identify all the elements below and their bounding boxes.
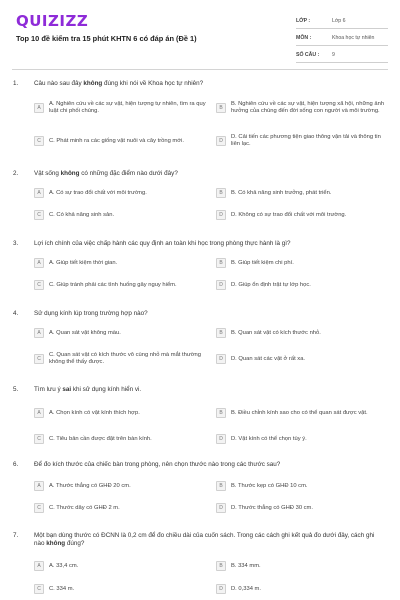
option-text: B. 334 mm. bbox=[231, 562, 261, 569]
meta-box bbox=[296, 14, 388, 65]
option-letter: B bbox=[216, 481, 226, 491]
question-number: 2. bbox=[13, 170, 19, 177]
option-d[interactable] bbox=[216, 580, 388, 598]
option-letter: A bbox=[34, 408, 44, 418]
option-letter: B bbox=[216, 258, 226, 268]
option-b[interactable] bbox=[216, 184, 388, 202]
question-number: 7. bbox=[13, 532, 19, 539]
option-b[interactable] bbox=[216, 557, 388, 575]
option-d[interactable] bbox=[216, 276, 388, 294]
option-text: D. Vật kính có thể chọn tùy ý. bbox=[231, 435, 307, 442]
option-letter: B bbox=[216, 328, 226, 338]
option-text: A. Thước thẳng có GHĐ 20 cm. bbox=[49, 482, 131, 489]
option-c[interactable] bbox=[34, 580, 206, 598]
option-text: A. Có sự trao đổi chất với môi trường. bbox=[49, 189, 147, 196]
question-text: Tìm lưu ý sai khi sử dụng kính hiển vi. bbox=[34, 386, 142, 393]
option-letter: A bbox=[34, 188, 44, 198]
question-text: Một bạn dùng thước có ĐCNN là 0,2 cm để đo chiều dài của cuốn sách. Trong các cách ghi kết quả đo dưới đây, cách ghi nào không đúng? bbox=[34, 532, 375, 548]
option-c[interactable] bbox=[34, 132, 206, 150]
option-a[interactable] bbox=[34, 477, 206, 495]
meta-row-count bbox=[296, 48, 388, 63]
option-letter: A bbox=[34, 328, 44, 338]
option-a[interactable] bbox=[34, 557, 206, 575]
option-letter: C bbox=[34, 136, 44, 146]
header-divider bbox=[12, 69, 388, 70]
option-letter: A bbox=[34, 103, 44, 113]
option-c[interactable] bbox=[34, 499, 206, 517]
option-c[interactable] bbox=[34, 276, 206, 294]
option-b[interactable] bbox=[216, 324, 388, 342]
option-text: B. Có khả năng sinh trưởng, phát triển. bbox=[231, 189, 332, 196]
option-text: A. 33,4 cm. bbox=[49, 562, 79, 569]
quizizz-logo: QUIZIZZ bbox=[16, 12, 89, 30]
question-text: Vật sống không có những đặc điểm nào dưới đây? bbox=[34, 170, 178, 177]
option-text: B. Thước kẹp có GHĐ 10 cm. bbox=[231, 482, 308, 489]
option-letter: C bbox=[34, 584, 44, 594]
option-text: D. Thước thẳng có GHĐ 30 cm. bbox=[231, 504, 313, 511]
option-letter: A bbox=[34, 481, 44, 491]
option-letter: B bbox=[216, 188, 226, 198]
option-letter: D bbox=[216, 434, 226, 444]
option-text: C. Quan sát vật có kích thước vô cùng nhỏ mà mắt thường không thể thấy được. bbox=[49, 352, 201, 365]
question-number: 6. bbox=[13, 461, 19, 468]
option-letter: D bbox=[216, 354, 226, 364]
option-letter: D bbox=[216, 280, 226, 290]
option-text: B. Điều chỉnh kính sao cho có thể quan sát được vật. bbox=[231, 409, 368, 416]
option-text: A. Chọn kính có vật kính thích hợp. bbox=[49, 409, 140, 416]
option-text: C. Có khả năng sinh sản. bbox=[49, 211, 115, 218]
question-number: 5. bbox=[13, 386, 19, 393]
option-letter: D bbox=[216, 584, 226, 594]
option-text: B. Giúp tiết kiệm chi phí. bbox=[231, 259, 294, 266]
option-a[interactable] bbox=[34, 96, 206, 120]
option-text: C. Giúp tránh phải các tình huống gây nguy hiểm. bbox=[49, 281, 177, 288]
option-a[interactable] bbox=[34, 254, 206, 272]
option-text: D. Cải tiến các phương tiện giao thông vận tải và thông tin liên lạc. bbox=[231, 134, 381, 147]
option-b[interactable] bbox=[216, 402, 388, 424]
document-title: Top 10 đề kiểm tra 15 phút KHTN 6 có đáp án (Đề 1) bbox=[16, 34, 197, 43]
option-text: D. Không có sự trao đổi chất với môi trường. bbox=[231, 211, 347, 218]
option-text: C. Thước dây có GHĐ 2 m. bbox=[49, 504, 120, 511]
option-letter: A bbox=[34, 561, 44, 571]
option-letter: D bbox=[216, 136, 226, 146]
option-c[interactable] bbox=[34, 348, 206, 370]
option-d[interactable] bbox=[216, 350, 388, 368]
option-d[interactable] bbox=[216, 206, 388, 224]
option-a[interactable] bbox=[34, 324, 206, 342]
option-b[interactable] bbox=[216, 477, 388, 495]
option-text: D. Quan sát các vật ở rất xa. bbox=[231, 355, 306, 362]
meta-label: SỐ CÂU : bbox=[296, 52, 320, 58]
question-number: 1. bbox=[13, 80, 19, 87]
option-letter: B bbox=[216, 561, 226, 571]
option-text: C. 334 m. bbox=[49, 585, 75, 592]
option-letter: C bbox=[34, 434, 44, 444]
option-d[interactable] bbox=[216, 430, 388, 448]
option-c[interactable] bbox=[34, 206, 206, 224]
question-text: Sử dụng kính lúp trong trường hợp nào? bbox=[34, 310, 148, 317]
option-letter: D bbox=[216, 503, 226, 513]
question-number: 4. bbox=[13, 310, 19, 317]
option-text: C. Phát minh ra các giống vật nuôi và cây trồng mới. bbox=[49, 137, 184, 144]
meta-row-subject bbox=[296, 31, 388, 46]
option-text: C. Tiêu bản cần được đặt trên bàn kính. bbox=[49, 435, 152, 442]
question-text: Câu nào sau đây không đúng khi nói về Khoa học tự nhiên? bbox=[34, 80, 204, 87]
option-c[interactable] bbox=[34, 430, 206, 448]
option-text: D. 0,334 m. bbox=[231, 585, 261, 592]
meta-value: Lớp 6 bbox=[332, 18, 346, 24]
option-text: A. Nghiên cứu về các sự vật, hiện tượng tự nhiên, tìm ra quy luật chi phối chúng. bbox=[49, 101, 206, 114]
option-text: A. Quan sát vật không màu. bbox=[49, 329, 121, 336]
option-b[interactable] bbox=[216, 254, 388, 272]
option-d[interactable] bbox=[216, 132, 388, 150]
meta-row-class bbox=[296, 14, 388, 29]
option-a[interactable] bbox=[34, 404, 206, 422]
option-letter: C bbox=[34, 280, 44, 290]
option-letter: D bbox=[216, 210, 226, 220]
document-header bbox=[0, 0, 400, 66]
option-letter: C bbox=[34, 354, 44, 364]
meta-value: Khoa học tự nhiên bbox=[332, 35, 375, 41]
option-d[interactable] bbox=[216, 499, 388, 517]
option-text: B. Quan sát vật có kích thước nhỏ. bbox=[231, 329, 321, 336]
question-text: Lợi ích chính của việc chấp hành các quy định an toàn khi học trong phòng thực hành là gì? bbox=[34, 240, 291, 247]
option-letter: A bbox=[34, 258, 44, 268]
meta-value: 9 bbox=[332, 52, 335, 58]
meta-label: LỚP : bbox=[296, 18, 311, 24]
option-text: A. Giúp tiết kiệm thời gian. bbox=[49, 259, 118, 266]
option-letter: B bbox=[216, 103, 226, 113]
option-letter: B bbox=[216, 408, 226, 418]
question-text: Để đo kích thước của chiếc bàn trong phòng, nên chọn thước nào trong các thước sau? bbox=[34, 461, 281, 468]
option-letter: C bbox=[34, 503, 44, 513]
meta-label: MÔN : bbox=[296, 35, 312, 41]
question-number: 3. bbox=[13, 240, 19, 247]
option-letter: C bbox=[34, 210, 44, 220]
option-a[interactable] bbox=[34, 184, 206, 202]
option-text: B. Nghiên cứu về các sự vật, hiện tượng xã hội, những ảnh hưởng của chúng đến đời sống con người và môi trường. bbox=[231, 101, 385, 114]
option-text: D. Giúp ổn định trật tự lớp học. bbox=[231, 281, 311, 288]
option-b[interactable] bbox=[216, 96, 388, 120]
